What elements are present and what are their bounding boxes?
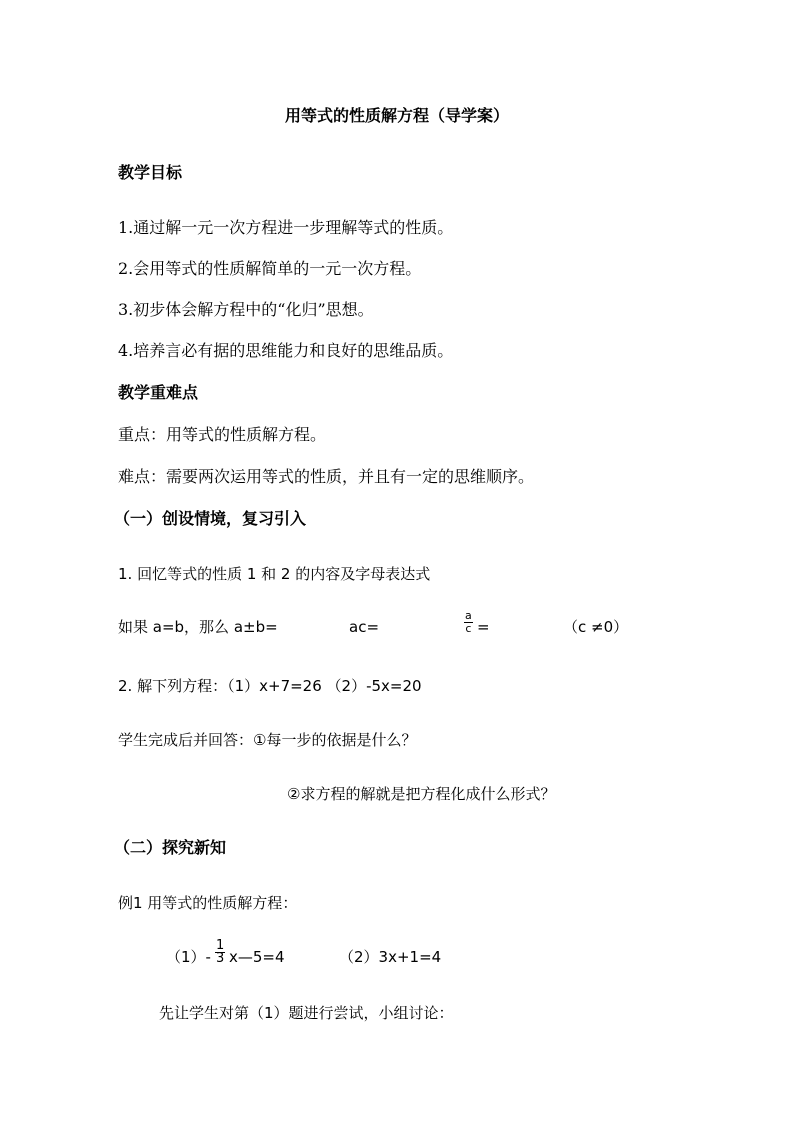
answer-question-2: ②求方程的解就是把方程化成什么形式？ [287, 785, 556, 803]
eq1-rest: x—5=4 [229, 948, 285, 966]
example-equation-2: （2）3x+1=4 [339, 948, 442, 966]
eq1-numerator: 1 [216, 938, 225, 953]
focus-heading: 教学重难点 [118, 383, 199, 402]
formula-fraction [464, 610, 473, 635]
goal-item: 2.会用等式的性质解简单的一元一次方程。 [118, 259, 422, 278]
goal-item: 4.培养言必有据的思维能力和良好的思维品质。 [118, 341, 454, 360]
section2-heading: （二）探究新知 [114, 838, 227, 857]
fraction-denominator: c [465, 622, 472, 635]
example-label: 例1 用等式的性质解方程： [118, 894, 298, 912]
review-item-2: 2. 解下列方程：（1）x+7=26 （2）-5x=20 [118, 677, 422, 695]
example-note: 先让学生对第（1）题进行尝试，小组讨论： [159, 1004, 454, 1022]
eq1-denominator: 3 [216, 951, 225, 966]
eq1-prefix: （1）- [166, 948, 211, 966]
formula-lead: 如果 a=b，那么 a±b= [118, 618, 278, 636]
eq1-fraction [215, 940, 225, 965]
page-title: 用等式的性质解方程（导学案） [284, 106, 509, 125]
fraction-numerator: a [465, 609, 472, 622]
formula-condition: （c ≠0） [563, 618, 629, 636]
formula-ac: ac= [349, 618, 380, 636]
goal-item: 1.通过解一元一次方程进一步理解等式的性质。 [118, 218, 454, 237]
focus-difficulty: 难点：需要两次运用等式的性质，并且有一定的思维顺序。 [118, 467, 535, 486]
answer-question-1: 学生完成后并回答：①每一步的依据是什么？ [118, 731, 417, 749]
formula-frac-equals: = [477, 618, 490, 636]
goals-heading: 教学目标 [118, 163, 183, 182]
goal-item: 3.初步体会解方程中的“化归”思想。 [118, 300, 374, 319]
focus-key: 重点：用等式的性质解方程。 [118, 425, 327, 444]
review-item-1: 1. 回忆等式的性质 1 和 2 的内容及字母表达式 [118, 565, 431, 583]
section1-heading: （一）创设情境，复习引入 [114, 509, 307, 528]
